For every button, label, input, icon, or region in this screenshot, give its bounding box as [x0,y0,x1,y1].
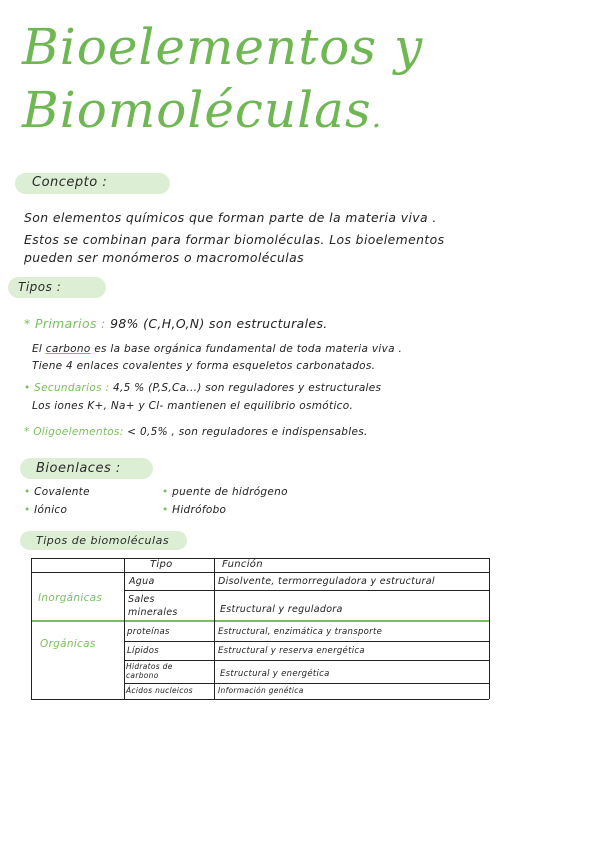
bioenlace-ionico: Iónico [34,504,68,516]
table-col-divider [214,558,215,699]
secundarios-name: Secundarios : [34,382,110,394]
primarios-line [24,316,328,331]
row-funcion-hidratos: Estructural y energética [220,669,330,679]
oligoelementos-desc: < 0,5% , son reguladores e indispensables. [127,426,368,438]
bioenlace-item [24,486,90,498]
primarios-desc: 98% (C,H,O,N) son estructurales. [110,316,328,331]
bioenlace-item [162,486,288,498]
bioenlace-item [162,504,226,516]
bioenlaces-label: Bioenlaces : [36,461,121,476]
carbono-post: es la base orgánica fundamental de toda materia viva . [94,343,403,355]
bioenlace-item [24,504,67,516]
group-inorganicas: Inorgánicas [38,592,103,604]
table-border-left [31,558,32,699]
carbono-word: carbono [45,343,91,355]
table-row-divider [124,683,489,684]
table-col-divider [124,558,125,699]
concepto-line-3: pueden ser monómeros o macromoléculas [24,250,304,265]
table-row-divider [124,660,489,661]
table-border-right [489,558,490,699]
table-border-bottom [31,699,489,700]
tabla-label: Tipos de biomoléculas [36,534,170,547]
table-row-divider [124,590,489,591]
bullet-icon: • [24,382,31,394]
bullet-icon: * [24,426,30,438]
row-funcion-lipidos: Estructural y reserva energética [218,646,365,656]
table-header-tipo: Tipo [150,559,173,570]
row-tipo-hidratos: Hidratos de carbono [126,662,173,680]
bullet-icon: • [24,504,35,516]
concepto-label: Concepto : [32,175,108,190]
concepto-line-1: Son elementos químicos que forman parte de la materia viva . [24,210,437,225]
iones-line: Los iones K+, Na+ y Cl- mantienen el equilibrio osmótico. [32,400,354,412]
title-dot: . [371,100,383,135]
row-funcion-acidos: Información genética [218,686,304,695]
secundarios-line [24,382,381,394]
primarios-name: Primarios : [34,316,106,331]
bioenlace-puente: puente de hidrógeno [172,486,288,498]
row-tipo-proteinas: proteínas [127,627,170,637]
bioenlace-hidrofobo: Hidrófobo [172,504,227,516]
bullet-icon: • [24,486,35,498]
row-funcion-agua: Disolvente, termorreguladora y estructural [218,576,435,587]
table-group-divider [31,620,489,622]
bullet-icon: • [162,504,173,516]
row-funcion-sales: Estructural y reguladora [220,604,343,615]
concepto-line-2: Estos se combinan para formar biomoléculas. Los bioelementos [24,232,445,247]
bioenlace-covalente: Covalente [34,486,90,498]
title-line-2-text: Biomoléculas [22,81,372,139]
table-header-divider [31,572,489,573]
oligoelementos-name: Oligoelementos: [33,426,124,438]
carbono-line-2: Tiene 4 enlaces covalentes y forma esqueletos carbonatados. [32,360,376,372]
carbono-pre: El [32,343,43,355]
row-funcion-proteinas: Estructural, enzimática y transporte [218,627,383,637]
title-line-2 [22,81,383,139]
carbono-line-1 [32,343,402,355]
row-tipo-lipidos: Lípidos [127,646,159,656]
row-tipo-sales: Sales minerales [128,594,178,618]
group-organicas: Orgánicas [40,638,96,650]
oligoelementos-line [24,426,368,438]
tipos-label: Tipos : [18,280,62,294]
table-row-divider [124,641,489,642]
row-tipo-agua: Agua [129,576,155,587]
bullet-icon: * [24,316,31,331]
title-line-1: Bioelementos y [22,18,424,76]
row-tipo-acidos: Ácidos nucleicos [126,686,193,695]
secundarios-desc: 4,5 % (P,S,Ca...) son reguladores y estructurales [113,382,382,394]
bullet-icon: • [162,486,173,498]
table-header-funcion: Función [222,559,263,570]
